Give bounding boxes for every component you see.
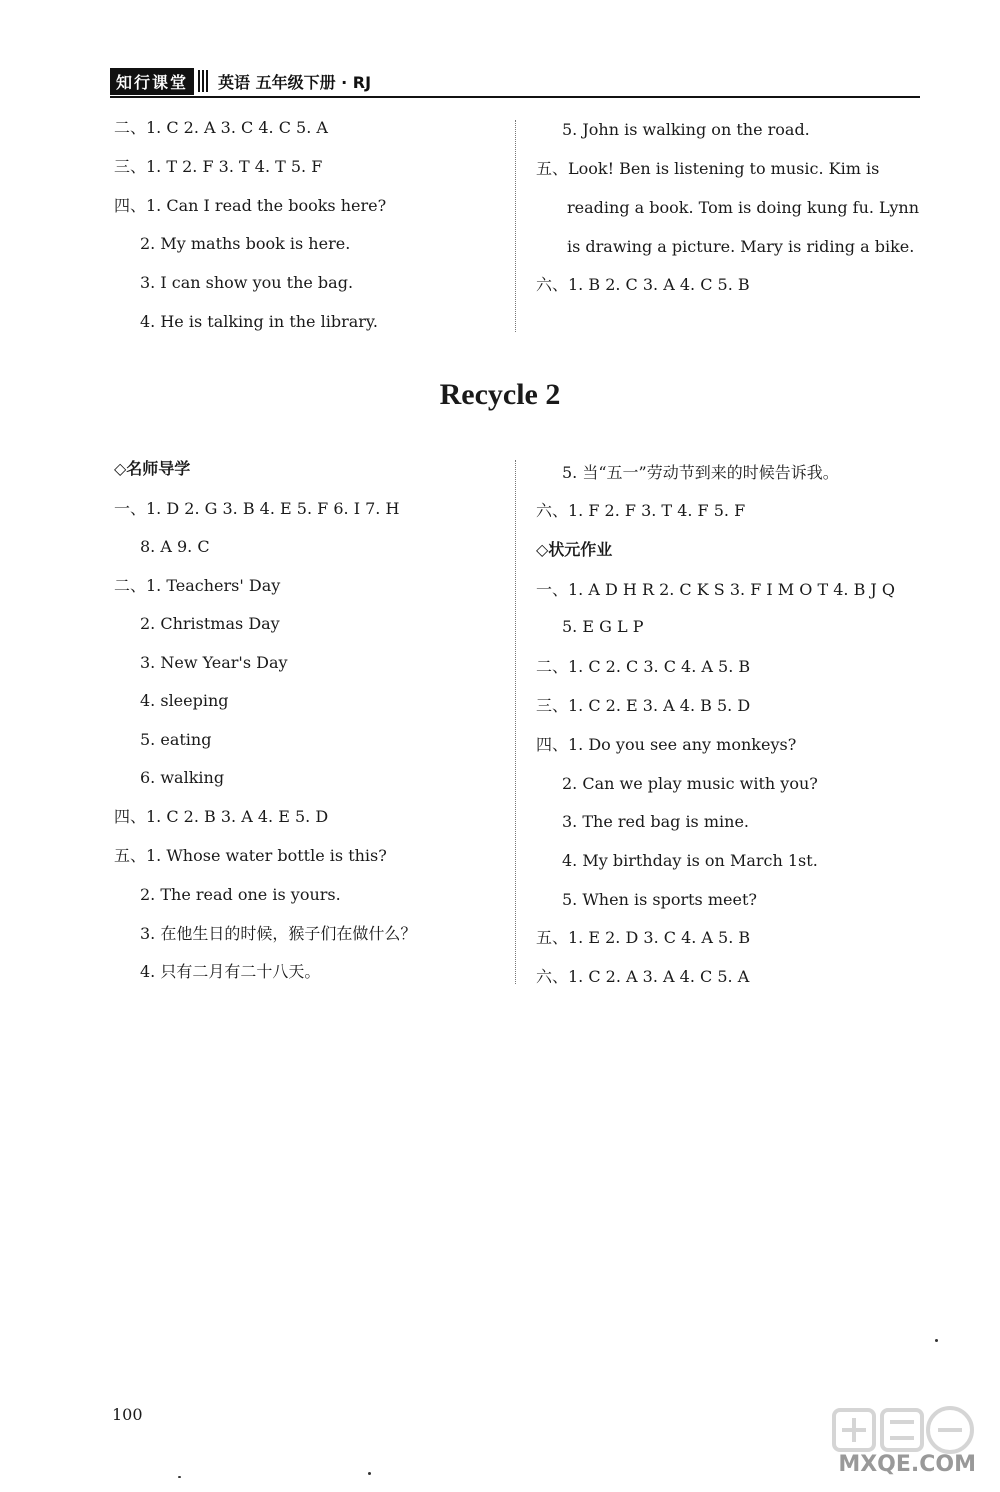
answer-line: 一、1. A D H R 2. C K S 3. F I M O T 4. B J Q (536, 580, 896, 599)
answer-line: reading a book. Tom is doing kung fu. Lynn (567, 198, 920, 217)
answer-line: 5. 当“五一”劳动节到来的时候告诉我。 (562, 463, 839, 482)
answer-line: 4. He is talking in the library. (140, 312, 378, 331)
subsection-heading: ◇名师导学 (114, 459, 191, 478)
column-divider-top (515, 120, 516, 332)
subsection-heading: ◇状元作业 (536, 540, 613, 559)
answer-line: 三、1. C 2. E 3. A 4. B 5. D (536, 696, 751, 715)
answer-line: 4. My birthday is on March 1st. (562, 851, 818, 870)
answer-line: 5. eating (140, 730, 212, 749)
answer-line: 一、1. D 2. G 3. B 4. E 5. F 6. I 7. H (114, 499, 400, 518)
answer-line: 六、1. F 2. F 3. T 4. F 5. F (536, 501, 746, 520)
answer-line: 5. When is sports meet? (562, 890, 757, 909)
speck (178, 1476, 181, 1478)
section-title: Recycle 2 (439, 378, 561, 411)
answer-line: 3. I can show you the bag. (140, 273, 354, 292)
answer-line: is drawing a picture. Mary is riding a bike. (567, 237, 915, 256)
subject-label: 英语 五年级下册 · RJ (218, 72, 372, 92)
answer-line: 4. 只有二月有二十八天。 (140, 962, 321, 981)
header-bars-decoration (198, 70, 210, 92)
answer-line: 3. 在他生日的时候，猴子们在做什么？ (140, 924, 417, 943)
answer-line: 二、1. Teachers' Day (114, 576, 281, 595)
page-number: 100 (112, 1405, 143, 1424)
running-header (110, 68, 371, 94)
speck (935, 1339, 938, 1342)
answer-line: 4. sleeping (140, 691, 229, 710)
watermark-text: MXQE.COM (838, 1452, 976, 1477)
answer-line: 三、1. T 2. F 3. T 4. T 5. F (114, 157, 323, 176)
answer-line: 四、1. Can I read the books here? (114, 196, 387, 215)
answer-line: 5. E G L P (562, 617, 644, 636)
answer-line: 6. walking (140, 768, 225, 787)
speck (368, 1472, 371, 1475)
answer-line: 2. The read one is yours. (140, 885, 341, 904)
answer-line: 四、1. C 2. B 3. A 4. E 5. D (114, 807, 329, 826)
answer-line: 二、1. C 2. A 3. C 4. C 5. A (114, 118, 328, 137)
answer-line: 六、1. B 2. C 3. A 4. C 5. B (536, 275, 750, 294)
answer-line: 8. A 9. C (140, 537, 210, 556)
answer-line: 2. Can we play music with you? (562, 774, 818, 793)
header-rule (110, 96, 920, 98)
answer-line: 五、Look! Ben is listening to music. Kim is (536, 159, 880, 178)
answer-line: 3. New Year's Day (140, 653, 288, 672)
answer-line: 2. My maths book is here. (140, 234, 351, 253)
brand-label: 知行课堂 (110, 68, 194, 95)
answer-line: 四、1. Do you see any monkeys? (536, 735, 797, 754)
answer-line: 3. The red bag is mine. (562, 812, 749, 831)
answer-line: 五、1. E 2. D 3. C 4. A 5. B (536, 928, 751, 947)
answer-line: 六、1. C 2. A 3. A 4. C 5. A (536, 967, 750, 986)
answer-line: 5. John is walking on the road. (562, 120, 810, 139)
answer-line: 二、1. C 2. C 3. C 4. A 5. B (536, 657, 751, 676)
column-divider-bottom (515, 460, 516, 984)
answer-line: 五、1. Whose water bottle is this? (114, 846, 387, 865)
answer-line: 2. Christmas Day (140, 614, 280, 633)
